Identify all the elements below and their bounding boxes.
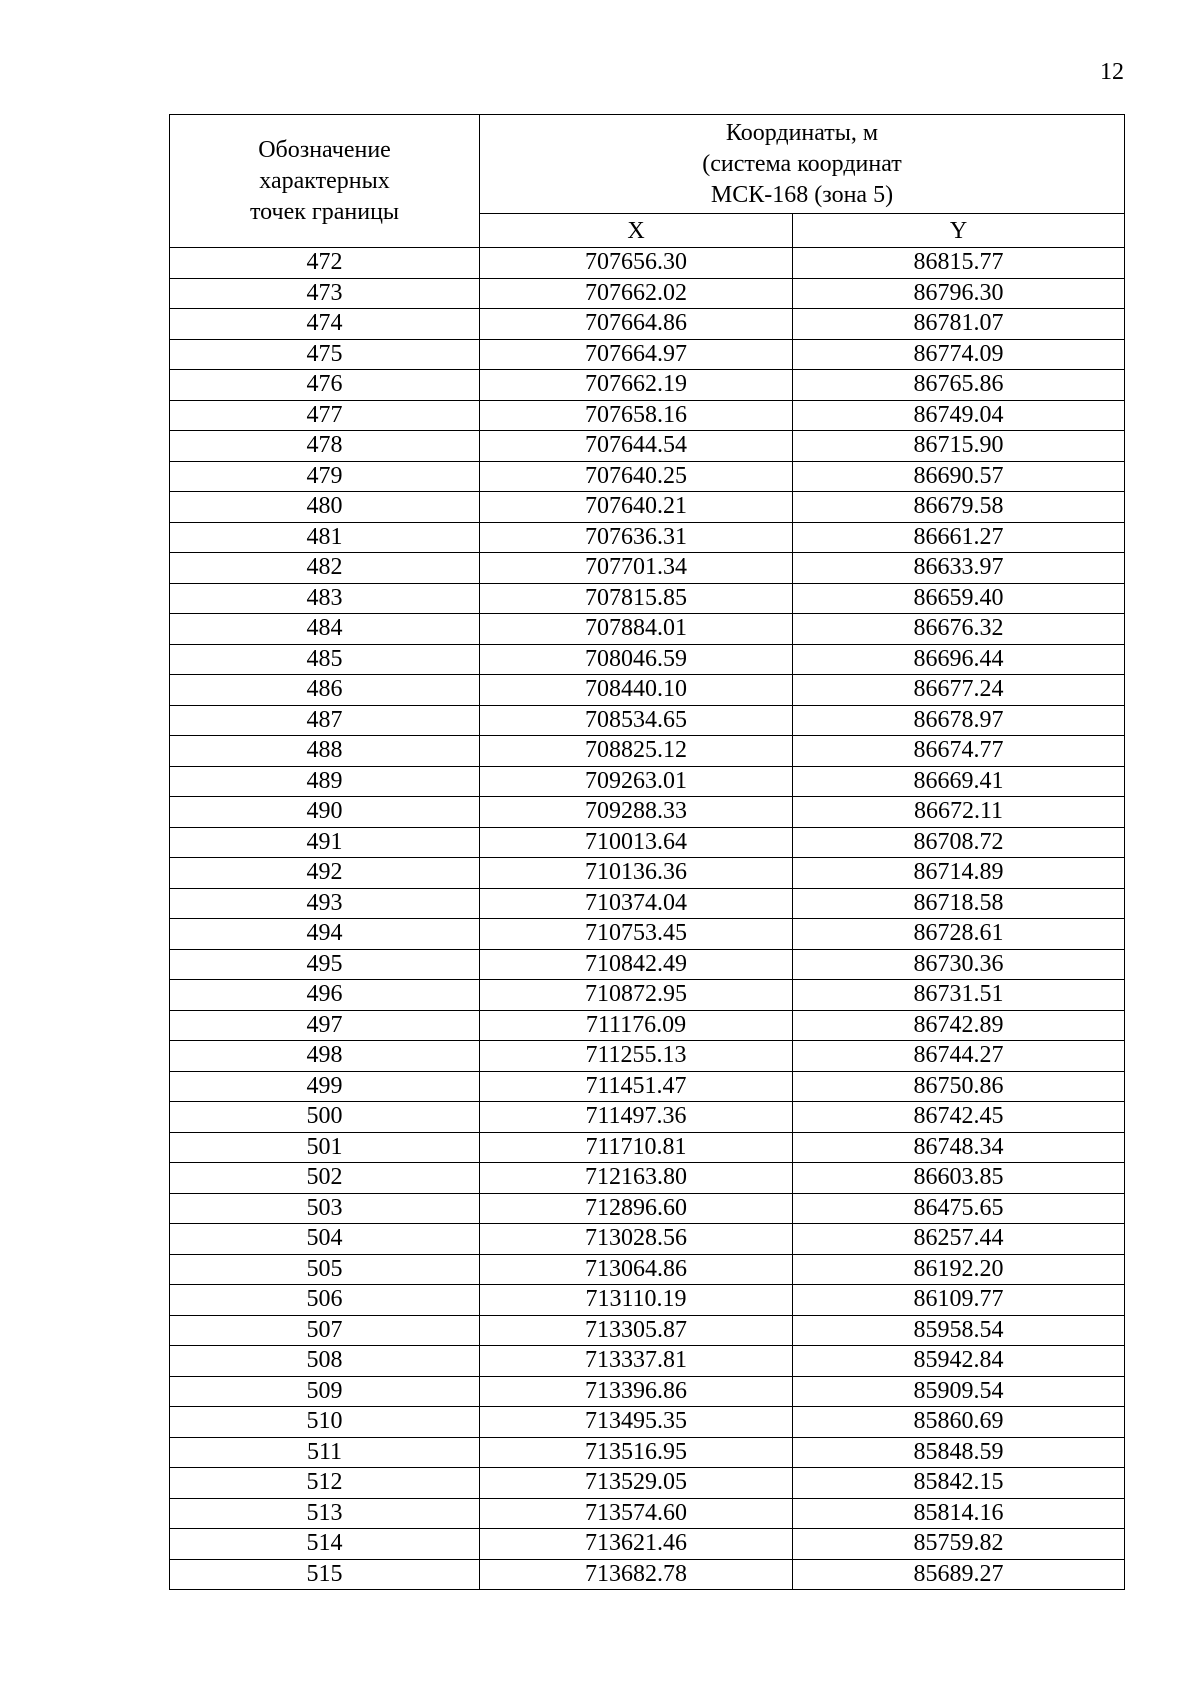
table-row <box>170 644 1125 675</box>
point-number-cell: 479 <box>170 461 480 492</box>
table-row <box>170 309 1125 340</box>
point-number-cell: 495 <box>170 949 480 980</box>
table-row <box>170 1437 1125 1468</box>
x-coordinate-cell: 708534.65 <box>480 705 793 736</box>
table-row <box>170 278 1125 309</box>
point-number-cell: 490 <box>170 797 480 828</box>
x-coordinate-cell: 711255.13 <box>480 1041 793 1072</box>
point-number-cell: 489 <box>170 766 480 797</box>
point-number-cell: 478 <box>170 431 480 462</box>
table-row <box>170 980 1125 1011</box>
y-coordinate-cell: 85759.82 <box>793 1529 1125 1560</box>
point-number-cell: 482 <box>170 553 480 584</box>
y-coordinate-cell: 86633.97 <box>793 553 1125 584</box>
y-coordinate-cell: 86774.09 <box>793 339 1125 370</box>
x-coordinate-cell: 713337.81 <box>480 1346 793 1377</box>
point-number-cell: 506 <box>170 1285 480 1316</box>
table-body <box>170 248 1125 1590</box>
table-row <box>170 1254 1125 1285</box>
point-number-cell: 511 <box>170 1437 480 1468</box>
y-coordinate-cell: 85909.54 <box>793 1376 1125 1407</box>
x-coordinate-cell: 709263.01 <box>480 766 793 797</box>
x-coordinate-cell: 713682.78 <box>480 1559 793 1590</box>
table-row <box>170 370 1125 401</box>
x-coordinate-cell: 710753.45 <box>480 919 793 950</box>
y-coordinate-cell: 86742.45 <box>793 1102 1125 1133</box>
x-coordinate-cell: 707662.19 <box>480 370 793 401</box>
x-coordinate-cell: 713516.95 <box>480 1437 793 1468</box>
x-coordinate-cell: 710842.49 <box>480 949 793 980</box>
point-number-cell: 481 <box>170 522 480 553</box>
y-coordinate-cell: 85842.15 <box>793 1468 1125 1499</box>
table-row <box>170 1315 1125 1346</box>
y-coordinate-cell: 86714.89 <box>793 858 1125 889</box>
table-header <box>170 115 1125 248</box>
y-coordinate-cell: 86475.65 <box>793 1193 1125 1224</box>
point-designation-header-line: характерных <box>259 167 390 194</box>
y-coordinate-cell: 85848.59 <box>793 1437 1125 1468</box>
y-coordinate-cell: 86781.07 <box>793 309 1125 340</box>
y-coordinate-cell: 85942.84 <box>793 1346 1125 1377</box>
x-coordinate-cell: 713110.19 <box>480 1285 793 1316</box>
y-coordinate-cell: 86796.30 <box>793 278 1125 309</box>
y-coordinate-cell: 86815.77 <box>793 248 1125 279</box>
x-coordinate-cell: 707664.97 <box>480 339 793 370</box>
y-coordinate-cell: 86192.20 <box>793 1254 1125 1285</box>
x-coordinate-cell: 710136.36 <box>480 858 793 889</box>
point-number-cell: 507 <box>170 1315 480 1346</box>
point-number-cell: 487 <box>170 705 480 736</box>
table-row <box>170 1285 1125 1316</box>
x-coordinate-cell: 707644.54 <box>480 431 793 462</box>
table-row <box>170 400 1125 431</box>
point-number-cell: 476 <box>170 370 480 401</box>
coordinates-group-header <box>480 115 1125 214</box>
point-number-cell: 488 <box>170 736 480 767</box>
coordinates-header-line: (система координат <box>702 150 902 177</box>
point-number-cell: 492 <box>170 858 480 889</box>
table-row <box>170 1407 1125 1438</box>
point-number-cell: 474 <box>170 309 480 340</box>
x-coordinate-cell: 713621.46 <box>480 1529 793 1560</box>
table-row <box>170 949 1125 980</box>
table-row <box>170 888 1125 919</box>
y-coordinate-cell: 86728.61 <box>793 919 1125 950</box>
table-row <box>170 1559 1125 1590</box>
x-coordinate-cell: 711497.36 <box>480 1102 793 1133</box>
point-number-cell: 508 <box>170 1346 480 1377</box>
table-row <box>170 583 1125 614</box>
y-coordinate-cell: 86742.89 <box>793 1010 1125 1041</box>
point-number-cell: 515 <box>170 1559 480 1590</box>
x-coordinate-cell: 708440.10 <box>480 675 793 706</box>
x-column-header: X <box>480 214 793 248</box>
table-row <box>170 522 1125 553</box>
point-designation-header-line: Обозначение <box>258 136 391 163</box>
y-coordinate-cell: 86749.04 <box>793 400 1125 431</box>
point-number-cell: 491 <box>170 827 480 858</box>
point-number-cell: 477 <box>170 400 480 431</box>
y-coordinate-cell: 86669.41 <box>793 766 1125 797</box>
point-number-cell: 513 <box>170 1498 480 1529</box>
point-number-cell: 484 <box>170 614 480 645</box>
table-row <box>170 827 1125 858</box>
x-coordinate-cell: 713064.86 <box>480 1254 793 1285</box>
y-coordinate-cell: 86678.97 <box>793 705 1125 736</box>
point-number-cell: 497 <box>170 1010 480 1041</box>
table-row <box>170 919 1125 950</box>
x-coordinate-cell: 710013.64 <box>480 827 793 858</box>
point-designation-header-line: точек границы <box>249 198 400 225</box>
x-coordinate-cell: 713305.87 <box>480 1315 793 1346</box>
x-coordinate-cell: 713396.86 <box>480 1376 793 1407</box>
y-coordinate-cell: 86765.86 <box>793 370 1125 401</box>
table-row <box>170 736 1125 767</box>
point-number-cell: 486 <box>170 675 480 706</box>
x-coordinate-cell: 711451.47 <box>480 1071 793 1102</box>
point-number-cell: 502 <box>170 1163 480 1194</box>
point-number-cell: 512 <box>170 1468 480 1499</box>
x-coordinate-cell: 713529.05 <box>480 1468 793 1499</box>
x-coordinate-cell: 709288.33 <box>480 797 793 828</box>
table-row <box>170 431 1125 462</box>
point-number-cell: 501 <box>170 1132 480 1163</box>
coordinates-header-line: МСК-168 (зона 5) <box>710 181 894 208</box>
point-number-cell: 483 <box>170 583 480 614</box>
x-coordinate-cell: 712163.80 <box>480 1163 793 1194</box>
y-coordinate-cell: 86748.34 <box>793 1132 1125 1163</box>
y-coordinate-cell: 86109.77 <box>793 1285 1125 1316</box>
y-coordinate-cell: 86672.11 <box>793 797 1125 828</box>
y-coordinate-cell: 86718.58 <box>793 888 1125 919</box>
y-coordinate-cell: 85689.27 <box>793 1559 1125 1590</box>
point-number-cell: 480 <box>170 492 480 523</box>
y-coordinate-cell: 86679.58 <box>793 492 1125 523</box>
y-coordinate-cell: 86676.32 <box>793 614 1125 645</box>
x-coordinate-cell: 711176.09 <box>480 1010 793 1041</box>
table-row <box>170 1071 1125 1102</box>
point-number-cell: 514 <box>170 1529 480 1560</box>
y-coordinate-cell: 86744.27 <box>793 1041 1125 1072</box>
table-row <box>170 766 1125 797</box>
table-row <box>170 492 1125 523</box>
table-row <box>170 797 1125 828</box>
x-coordinate-cell: 713495.35 <box>480 1407 793 1438</box>
x-coordinate-cell: 713574.60 <box>480 1498 793 1529</box>
point-number-cell: 505 <box>170 1254 480 1285</box>
table-row <box>170 1041 1125 1072</box>
x-coordinate-cell: 710374.04 <box>480 888 793 919</box>
y-coordinate-cell: 86731.51 <box>793 980 1125 1011</box>
point-number-cell: 493 <box>170 888 480 919</box>
table-row <box>170 1102 1125 1133</box>
point-number-cell: 494 <box>170 919 480 950</box>
point-number-cell: 499 <box>170 1071 480 1102</box>
x-coordinate-cell: 711710.81 <box>480 1132 793 1163</box>
x-coordinate-cell: 707664.86 <box>480 309 793 340</box>
table-row <box>170 248 1125 279</box>
point-number-cell: 485 <box>170 644 480 675</box>
table-row <box>170 858 1125 889</box>
point-number-cell: 504 <box>170 1224 480 1255</box>
table-row <box>170 1376 1125 1407</box>
table-row <box>170 339 1125 370</box>
x-coordinate-cell: 707640.25 <box>480 461 793 492</box>
point-number-cell: 498 <box>170 1041 480 1072</box>
table-row <box>170 1224 1125 1255</box>
table-row <box>170 1010 1125 1041</box>
x-coordinate-cell: 707636.31 <box>480 522 793 553</box>
y-coordinate-cell: 86677.24 <box>793 675 1125 706</box>
x-coordinate-cell: 707640.21 <box>480 492 793 523</box>
page-number: 12 <box>1100 59 1124 85</box>
point-number-cell: 473 <box>170 278 480 309</box>
x-coordinate-cell: 708046.59 <box>480 644 793 675</box>
x-coordinate-cell: 712896.60 <box>480 1193 793 1224</box>
x-coordinate-cell: 710872.95 <box>480 980 793 1011</box>
y-coordinate-cell: 86730.36 <box>793 949 1125 980</box>
point-number-cell: 510 <box>170 1407 480 1438</box>
y-column-header: Y <box>793 214 1125 248</box>
table-row <box>170 614 1125 645</box>
table-row <box>170 1193 1125 1224</box>
table-row <box>170 1529 1125 1560</box>
y-coordinate-cell: 86659.40 <box>793 583 1125 614</box>
table-row <box>170 553 1125 584</box>
x-coordinate-cell: 707815.85 <box>480 583 793 614</box>
y-coordinate-cell: 85958.54 <box>793 1315 1125 1346</box>
point-number-cell: 509 <box>170 1376 480 1407</box>
y-coordinate-cell: 86715.90 <box>793 431 1125 462</box>
x-coordinate-cell: 708825.12 <box>480 736 793 767</box>
point-number-cell: 500 <box>170 1102 480 1133</box>
y-coordinate-cell: 86690.57 <box>793 461 1125 492</box>
point-number-cell: 503 <box>170 1193 480 1224</box>
y-coordinate-cell: 86750.86 <box>793 1071 1125 1102</box>
point-number-cell: 472 <box>170 248 480 279</box>
coordinates-header-line: Координаты, м <box>725 119 879 146</box>
x-coordinate-cell: 707662.02 <box>480 278 793 309</box>
table-row <box>170 1346 1125 1377</box>
table-row <box>170 675 1125 706</box>
x-coordinate-cell: 707884.01 <box>480 614 793 645</box>
y-coordinate-cell: 86603.85 <box>793 1163 1125 1194</box>
table-row <box>170 1132 1125 1163</box>
y-coordinate-cell: 86674.77 <box>793 736 1125 767</box>
point-designation-header <box>170 115 480 248</box>
x-coordinate-cell: 707656.30 <box>480 248 793 279</box>
y-coordinate-cell: 86661.27 <box>793 522 1125 553</box>
point-number-cell: 475 <box>170 339 480 370</box>
y-coordinate-cell: 85860.69 <box>793 1407 1125 1438</box>
coordinates-table <box>169 114 1125 1590</box>
y-coordinate-cell: 86696.44 <box>793 644 1125 675</box>
table-row <box>170 461 1125 492</box>
table-row <box>170 705 1125 736</box>
x-coordinate-cell: 713028.56 <box>480 1224 793 1255</box>
table-row <box>170 1163 1125 1194</box>
y-coordinate-cell: 86708.72 <box>793 827 1125 858</box>
point-number-cell: 496 <box>170 980 480 1011</box>
table-row <box>170 1498 1125 1529</box>
y-coordinate-cell: 86257.44 <box>793 1224 1125 1255</box>
x-coordinate-cell: 707701.34 <box>480 553 793 584</box>
y-coordinate-cell: 85814.16 <box>793 1498 1125 1529</box>
table-row <box>170 1468 1125 1499</box>
x-coordinate-cell: 707658.16 <box>480 400 793 431</box>
